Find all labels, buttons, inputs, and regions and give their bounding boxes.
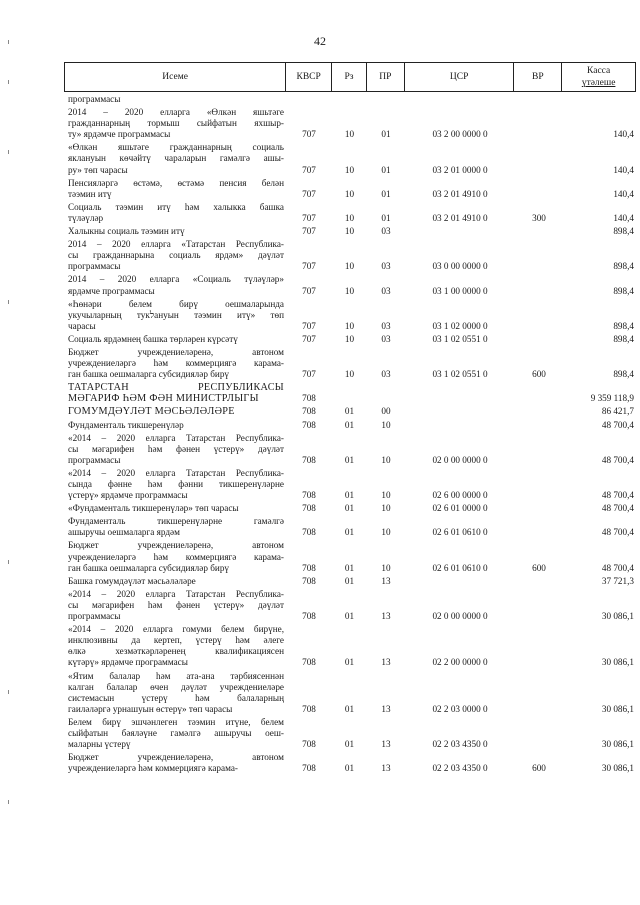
row-name bbox=[66, 717, 286, 750]
row-name-line: гражданнарның тормыш сыйфатын яхшыр- bbox=[68, 118, 284, 129]
row-csr: 03 1 02 0551 0 bbox=[432, 333, 488, 344]
table-row bbox=[66, 226, 636, 237]
row-csr: 02 2 03 4350 0 bbox=[432, 763, 488, 774]
row-pr: 10 bbox=[381, 503, 391, 514]
row-csr: 03 2 00 0000 0 bbox=[432, 129, 488, 140]
row-name-line: ярдәмче программасы bbox=[68, 285, 155, 296]
row-rz: 01 bbox=[344, 562, 355, 573]
table-row bbox=[66, 406, 636, 417]
row-name bbox=[66, 589, 286, 622]
row-name-line: ган башка оешмаларга субсидияләр бирү bbox=[68, 369, 230, 380]
row-name-line: программасы bbox=[68, 94, 121, 104]
column-header-name: Исеме bbox=[65, 63, 286, 91]
row-name-line: Бюджет учреждениеләренә, автоном bbox=[68, 346, 284, 357]
row-kvsr: 708 bbox=[302, 739, 316, 750]
table-row bbox=[66, 468, 636, 501]
table-row bbox=[66, 178, 636, 200]
row-vr: 300 bbox=[532, 212, 546, 223]
table-row bbox=[66, 420, 636, 431]
row-pr: 10 bbox=[381, 490, 391, 501]
row-kvsr: 708 bbox=[302, 562, 316, 573]
row-name-line: Башка гомумдәүләт мәсьәләләре bbox=[68, 575, 196, 586]
row-kvsr: 707 bbox=[302, 285, 316, 296]
row-pr: 03 bbox=[381, 261, 391, 272]
table-row bbox=[66, 94, 636, 105]
row-kvsr: 707 bbox=[302, 226, 316, 237]
table-row bbox=[66, 107, 636, 140]
row-name-line: Халыкны социаль тәэмин итү bbox=[68, 226, 185, 237]
row-sum: 140,4 bbox=[613, 164, 634, 175]
column-header-kvsr: КВСР bbox=[286, 63, 332, 91]
row-name-line: 2014 – 2020 елларга «Татарстан Республика- bbox=[68, 239, 284, 250]
row-rz: 10 bbox=[344, 188, 355, 199]
row-csr: 03 2 01 4910 0 bbox=[432, 188, 488, 199]
row-name-line: ган башка оешмаларга субсидияләр бирү bbox=[68, 562, 230, 573]
row-rz: 01 bbox=[344, 419, 355, 430]
row-name bbox=[66, 239, 286, 272]
row-name-line: учреждениеләргә һәм коммерциягә карама- bbox=[68, 763, 238, 774]
row-rz: 01 bbox=[344, 611, 355, 622]
row-rz: 01 bbox=[344, 406, 355, 417]
row-name-line: ГОМУМДӘҮЛӘТ МӘСЬӘЛӘЛӘРЕ bbox=[68, 406, 235, 418]
row-name-line: «Һөнәри белем бирү оешмаларында bbox=[68, 298, 284, 309]
row-sum: 48 700,4 bbox=[601, 419, 634, 430]
row-kvsr: 708 bbox=[302, 503, 316, 514]
row-name-line: сы мәгарифен һәм фәнен үстерү» дәүләт bbox=[68, 443, 284, 454]
table-row bbox=[66, 752, 636, 774]
row-pr: 03 bbox=[381, 369, 391, 380]
row-kvsr: 708 bbox=[302, 527, 316, 538]
row-kvsr: 707 bbox=[302, 164, 316, 175]
row-pr: 13 bbox=[381, 763, 391, 774]
row-name-line: Социаль тәэмин итү һәм халыкка башка bbox=[68, 201, 284, 212]
table-body bbox=[66, 94, 636, 774]
row-sum: 898,4 bbox=[613, 261, 634, 272]
row-csr: 02 2 00 0000 0 bbox=[432, 657, 488, 668]
row-rz: 01 bbox=[344, 763, 355, 774]
row-name-line: түләүләр bbox=[68, 212, 104, 223]
column-header-csr: ЦСР bbox=[405, 63, 515, 91]
row-kvsr: 708 bbox=[302, 611, 316, 622]
row-kvsr: 707 bbox=[302, 188, 316, 199]
row-name bbox=[66, 420, 286, 431]
row-rz: 01 bbox=[344, 503, 355, 514]
row-name bbox=[66, 334, 286, 345]
row-name-line: 2014 – 2020 елларга «Өлкән яшьтәге bbox=[68, 107, 284, 118]
page-number: 42 bbox=[314, 34, 326, 48]
row-csr: 02 6 01 0610 0 bbox=[432, 527, 488, 538]
row-sum: 48 700,4 bbox=[601, 490, 634, 501]
row-name-line: күтәрү» ярдәмче программасы bbox=[68, 657, 188, 668]
row-pr: 10 bbox=[381, 527, 391, 538]
row-name bbox=[66, 178, 286, 200]
row-rz: 10 bbox=[344, 333, 355, 344]
row-name-line: Фундаменталь тикшеренүләр bbox=[68, 419, 184, 430]
row-vr: 600 bbox=[532, 763, 546, 774]
row-pr: 10 bbox=[381, 454, 391, 465]
row-name bbox=[66, 299, 286, 332]
row-name-line: программасы bbox=[68, 454, 121, 465]
row-csr: 02 2 03 0000 0 bbox=[432, 703, 488, 714]
table-row bbox=[66, 239, 636, 272]
row-name-line: Фундаменталь тикшеренүләрне гамәлгә bbox=[68, 516, 284, 527]
row-name-line: сыйфатын бәяләүне гамәлгә ашыручы оеш- bbox=[68, 727, 284, 738]
table-row bbox=[66, 503, 636, 514]
row-name-line: ашыручы оешмаларга ярдәм bbox=[68, 527, 180, 538]
margin-marks bbox=[8, 40, 12, 820]
row-sum: 48 700,4 bbox=[601, 527, 634, 538]
column-header-vr: ВР bbox=[514, 63, 562, 91]
table-row bbox=[66, 540, 636, 573]
row-name bbox=[66, 576, 286, 587]
row-name-line: системасын үстерү һәм балаларның bbox=[68, 692, 284, 703]
row-csr: 02 6 00 0000 0 bbox=[432, 490, 488, 501]
row-name-line: үстерү» ярдәмче программасы bbox=[68, 490, 188, 501]
row-name bbox=[66, 468, 286, 501]
row-sum: 48 700,4 bbox=[601, 503, 634, 514]
row-sum: 30 086,1 bbox=[601, 703, 634, 714]
row-name-line: 2014 – 2020 елларга «Социаль түләүләр» bbox=[68, 274, 284, 285]
row-rz: 01 bbox=[344, 527, 355, 538]
row-sum: 140,4 bbox=[613, 188, 634, 199]
row-name-line: Бюджет учреждениеләренә, автоном bbox=[68, 752, 284, 763]
row-sum: 898,4 bbox=[613, 226, 634, 237]
row-pr: 13 bbox=[381, 575, 391, 586]
table-row bbox=[66, 433, 636, 466]
row-sum: 140,4 bbox=[613, 129, 634, 140]
row-pr: 01 bbox=[381, 164, 391, 175]
table-row bbox=[66, 142, 636, 175]
row-name bbox=[66, 142, 286, 175]
row-kvsr: 708 bbox=[302, 454, 316, 465]
row-name bbox=[66, 503, 286, 514]
column-header-sum-line1: Касса bbox=[587, 66, 611, 76]
row-kvsr: 707 bbox=[302, 369, 316, 380]
row-kvsr: 708 bbox=[302, 406, 316, 417]
row-name-line: МӘГАРИФ ҺӘМ ФӘН МИНИСТРЛЫГЫ bbox=[68, 393, 259, 405]
table-row bbox=[66, 202, 636, 224]
row-pr: 13 bbox=[381, 703, 391, 714]
row-pr: 00 bbox=[381, 406, 391, 417]
row-name-line: өлкә хезмәткәрләренең квалификациясен bbox=[68, 646, 284, 657]
table-row bbox=[66, 671, 636, 715]
row-name-line: Пенсияләргә өстәмә, өстәмә пенсия белән bbox=[68, 177, 284, 188]
row-kvsr: 708 bbox=[302, 393, 316, 404]
row-rz: 10 bbox=[344, 320, 355, 331]
row-csr: 03 2 01 0000 0 bbox=[432, 164, 488, 175]
row-name bbox=[66, 516, 286, 538]
row-name bbox=[66, 94, 286, 105]
row-sum: 898,4 bbox=[613, 320, 634, 331]
row-rz: 01 bbox=[344, 657, 355, 668]
row-pr: 10 bbox=[381, 562, 391, 573]
row-name-line: учреждениеләргә һәм коммерциягә карама- bbox=[68, 358, 284, 369]
row-sum: 30 086,1 bbox=[601, 763, 634, 774]
row-vr: 600 bbox=[532, 369, 546, 380]
row-name-line: сы гражданнарына социаль ярдәм» дәүләт bbox=[68, 250, 284, 261]
row-pr: 13 bbox=[381, 657, 391, 668]
row-name-line: маларны үстерү bbox=[68, 739, 131, 750]
table-row bbox=[66, 516, 636, 538]
row-name-line: ТАТАРСТАН РЕСПУБЛИКАСЫ bbox=[68, 382, 284, 394]
row-name bbox=[66, 540, 286, 573]
row-name-line: инклюзивны да кертеп, үстерү һәм әлеге bbox=[68, 635, 284, 646]
row-sum: 898,4 bbox=[613, 333, 634, 344]
row-rz: 10 bbox=[344, 226, 355, 237]
row-vr: 600 bbox=[532, 562, 546, 573]
table-row bbox=[66, 589, 636, 622]
row-kvsr: 707 bbox=[302, 320, 316, 331]
table-row bbox=[66, 274, 636, 296]
row-csr: 02 0 00 0000 0 bbox=[432, 611, 488, 622]
row-csr: 03 2 01 4910 0 bbox=[432, 212, 488, 223]
row-name-line: сында фәнне һәм фәнни тикшеренүләрне bbox=[68, 479, 284, 489]
row-kvsr: 708 bbox=[302, 575, 316, 586]
row-kvsr: 708 bbox=[302, 657, 316, 668]
row-sum: 898,4 bbox=[613, 285, 634, 296]
row-name-line: учреждениеләргә һәм коммерциягә карама- bbox=[68, 551, 284, 562]
row-name bbox=[66, 202, 286, 224]
row-rz: 01 bbox=[344, 454, 355, 465]
row-name-line: программасы bbox=[68, 261, 121, 272]
row-csr: 02 6 01 0000 0 bbox=[432, 503, 488, 514]
row-rz: 10 bbox=[344, 369, 355, 380]
row-name bbox=[66, 382, 286, 404]
row-name bbox=[66, 752, 286, 774]
row-rz: 10 bbox=[344, 261, 355, 272]
row-name-line: программасы bbox=[68, 611, 121, 622]
row-name bbox=[66, 226, 286, 237]
row-name-line: «2014 – 2020 елларга Татарстан Республика- bbox=[68, 467, 284, 478]
row-sum: 48 700,4 bbox=[601, 562, 634, 573]
row-rz: 01 bbox=[344, 490, 355, 501]
row-pr: 13 bbox=[381, 739, 391, 750]
row-name-line: яклануын көчәйтү чараларын гамәлгә ашы- bbox=[68, 153, 284, 164]
row-rz: 01 bbox=[344, 739, 355, 750]
row-name bbox=[66, 406, 286, 417]
row-sum: 9 359 118,9 bbox=[590, 393, 634, 404]
column-header-pr: ПР bbox=[367, 63, 405, 91]
row-csr: 02 2 03 4350 0 bbox=[432, 739, 488, 750]
row-name-line: Бюджет учреждениеләренә, автоном bbox=[68, 540, 284, 551]
column-header-rz: Рз bbox=[332, 63, 367, 91]
row-kvsr: 708 bbox=[302, 763, 316, 774]
row-name bbox=[66, 347, 286, 380]
row-name-line: «Ятим балалар һәм ата-ана тәрбиясеннән bbox=[68, 670, 284, 681]
column-header-sum-line2: үтәлеше bbox=[581, 78, 616, 88]
row-sum: 30 086,1 bbox=[601, 611, 634, 622]
row-kvsr: 707 bbox=[302, 261, 316, 272]
row-name bbox=[66, 433, 286, 466]
row-kvsr: 707 bbox=[302, 212, 316, 223]
column-header-sum bbox=[562, 63, 635, 91]
table-row bbox=[66, 347, 636, 380]
row-kvsr: 708 bbox=[302, 419, 316, 430]
row-rz: 01 bbox=[344, 703, 355, 714]
row-csr: 03 1 02 0551 0 bbox=[432, 369, 488, 380]
table-row bbox=[66, 624, 636, 668]
row-pr: 01 bbox=[381, 212, 391, 223]
row-name bbox=[66, 671, 286, 715]
row-sum: 37 721,3 bbox=[601, 575, 634, 586]
row-pr: 03 bbox=[381, 333, 391, 344]
row-name-line: ту» ярдәмче программасы bbox=[68, 129, 171, 140]
row-name-line: тәэмин итү bbox=[68, 188, 112, 199]
row-rz: 10 bbox=[344, 164, 355, 175]
row-pr: 13 bbox=[381, 611, 391, 622]
row-kvsr: 708 bbox=[302, 703, 316, 714]
row-pr: 01 bbox=[381, 129, 391, 140]
row-sum: 48 700,4 bbox=[601, 454, 634, 465]
row-rz: 10 bbox=[344, 129, 355, 140]
row-kvsr: 708 bbox=[302, 490, 316, 501]
table-row bbox=[66, 299, 636, 332]
row-name bbox=[66, 107, 286, 140]
row-pr: 03 bbox=[381, 285, 391, 296]
row-pr: 03 bbox=[381, 226, 391, 237]
row-name-line: сы мәгарифен һәм фәнен үстерү» дәүләт bbox=[68, 599, 284, 610]
row-csr: 03 0 00 0000 0 bbox=[432, 261, 488, 272]
row-sum: 898,4 bbox=[613, 369, 634, 380]
row-name-line: калган балалар өчен дәүләт учреждениеләре bbox=[68, 681, 284, 692]
row-rz: 01 bbox=[344, 575, 355, 586]
row-name-line: ру» төп чарасы bbox=[68, 164, 128, 175]
table-row bbox=[66, 334, 636, 345]
row-sum: 140,4 bbox=[613, 212, 634, 223]
row-kvsr: 707 bbox=[302, 129, 316, 140]
row-pr: 10 bbox=[381, 419, 391, 430]
row-csr: 02 0 00 0000 0 bbox=[432, 454, 488, 465]
row-name-line: Белем бирү эшчәнлеген тәэмин итүне, белем bbox=[68, 716, 284, 727]
row-rz: 10 bbox=[344, 212, 355, 223]
row-pr: 03 bbox=[381, 320, 391, 331]
row-csr: 03 1 02 0000 0 bbox=[432, 320, 488, 331]
row-name-line: Социаль ярдәмнең башка төрләрен күрсәтү bbox=[68, 333, 238, 344]
row-name-line: «Өлкән яшьтәге гражданнарның социаль bbox=[68, 142, 284, 153]
row-name bbox=[66, 624, 286, 668]
row-sum: 86 421,7 bbox=[601, 406, 634, 417]
row-sum: 30 086,1 bbox=[601, 739, 634, 750]
row-sum: 30 086,1 bbox=[601, 657, 634, 668]
row-csr: 03 1 00 0000 0 bbox=[432, 285, 488, 296]
table-header bbox=[64, 62, 636, 92]
row-rz: 10 bbox=[344, 285, 355, 296]
row-name-line: «Фундаменталь тикшеренүләр» төп чарасы bbox=[68, 503, 239, 514]
table-row bbox=[66, 576, 636, 587]
row-name-line: «2014 – 2020 елларга Татарстан Республика- bbox=[68, 432, 284, 443]
row-name-line: укучыларның тукלануын тәэмин итү» төп bbox=[68, 309, 284, 320]
row-name bbox=[66, 274, 286, 296]
row-pr: 01 bbox=[381, 188, 391, 199]
row-name-line: гаиләләргә урнашуын өстерү» төп чарасы bbox=[68, 703, 233, 714]
row-name-line: «2014 – 2020 елларга гомуми белем бирүне, bbox=[68, 624, 284, 635]
table-row bbox=[66, 717, 636, 750]
table-row bbox=[66, 382, 636, 404]
row-kvsr: 707 bbox=[302, 333, 316, 344]
row-name-line: чарасы bbox=[68, 320, 96, 331]
row-csr: 02 6 01 0610 0 bbox=[432, 562, 488, 573]
row-name-line: «2014 – 2020 елларга Татарстан Республика- bbox=[68, 588, 284, 599]
